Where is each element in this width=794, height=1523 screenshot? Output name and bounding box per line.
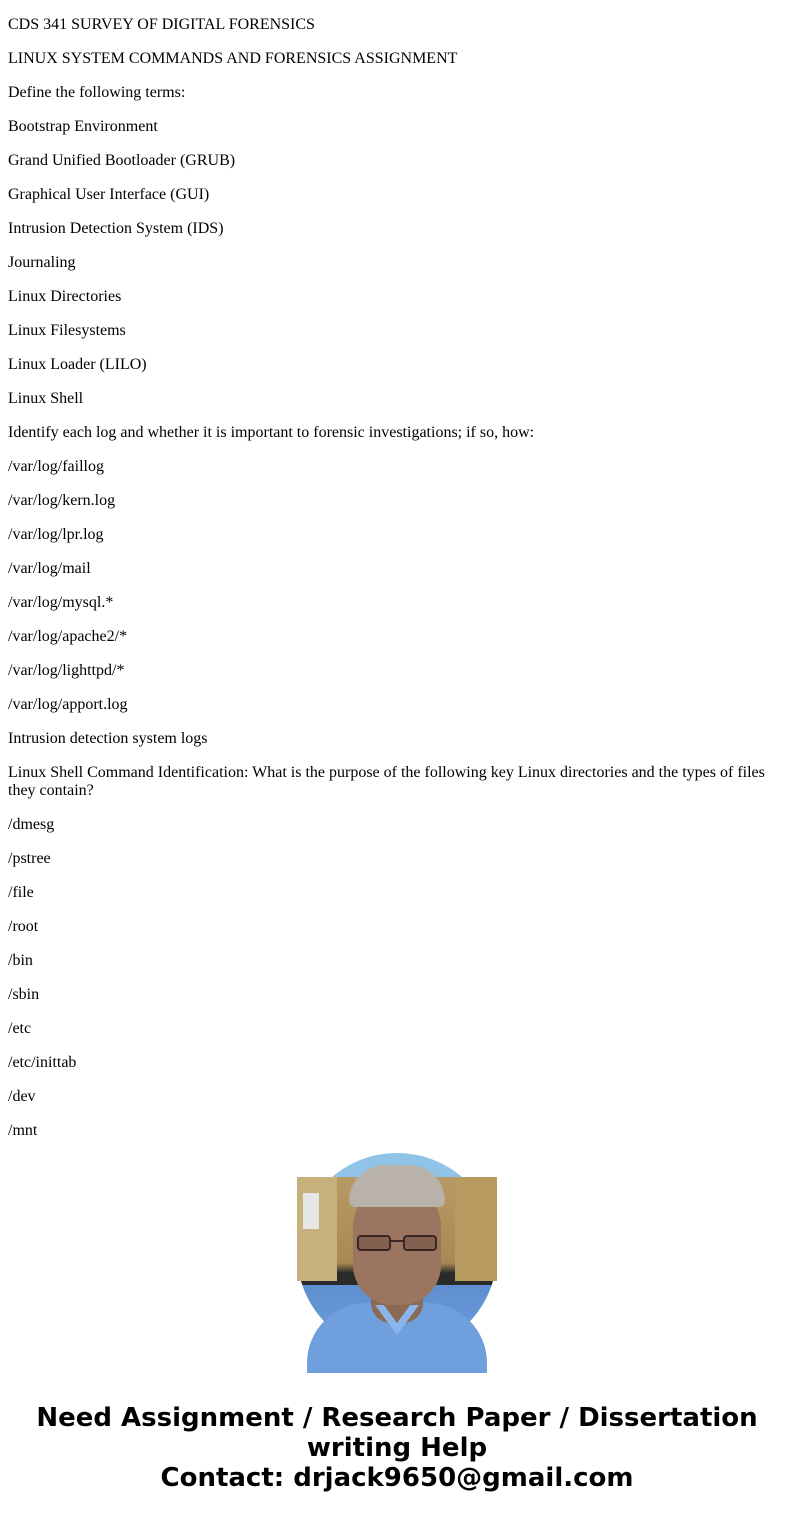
assignment-title: LINUX SYSTEM COMMANDS AND FORENSICS ASSIGNMENT bbox=[8, 50, 458, 67]
term-item: Intrusion Detection System (IDS) bbox=[8, 220, 224, 237]
avatar-hair bbox=[349, 1165, 445, 1207]
log-item: /var/log/lighttpd/* bbox=[8, 662, 125, 679]
directory-item: /file bbox=[8, 884, 34, 901]
term-item: Linux Shell bbox=[8, 390, 84, 407]
avatar-background-right bbox=[455, 1177, 497, 1281]
course-title: CDS 341 SURVEY OF DIGITAL FORENSICS bbox=[8, 16, 315, 33]
log-item: /var/log/apport.log bbox=[8, 696, 128, 713]
log-item: /var/log/apache2/* bbox=[8, 628, 128, 645]
directory-item: /root bbox=[8, 918, 39, 935]
term-item: Grand Unified Bootloader (GRUB) bbox=[8, 152, 236, 169]
directory-item: /etc/inittab bbox=[8, 1054, 77, 1071]
directory-item: /bin bbox=[8, 952, 33, 969]
section-heading-logs: Identify each log and whether it is important to forensic investigations; if so, how: bbox=[8, 424, 535, 441]
avatar-background-switch bbox=[303, 1193, 319, 1229]
promo-line-1: Need Assignment / Research Paper / Dissertation bbox=[36, 1403, 758, 1433]
term-item: Linux Loader (LILO) bbox=[8, 356, 147, 373]
promo-banner bbox=[0, 1403, 794, 1493]
log-item: Intrusion detection system logs bbox=[8, 730, 208, 747]
term-item: Linux Filesystems bbox=[8, 322, 126, 339]
log-item: /var/log/kern.log bbox=[8, 492, 116, 509]
promo-line-2: writing Help bbox=[306, 1433, 488, 1463]
promo-contact: Contact: drjack9650@gmail.com bbox=[160, 1463, 634, 1493]
avatar bbox=[297, 1153, 497, 1353]
log-item: /var/log/mail bbox=[8, 560, 91, 577]
directory-item: /pstree bbox=[8, 850, 51, 867]
term-item: Bootstrap Environment bbox=[8, 118, 158, 135]
document-body bbox=[8, 0, 786, 1139]
directory-item: /etc bbox=[8, 1020, 32, 1037]
section-heading-define-terms: Define the following terms: bbox=[8, 84, 186, 101]
directory-item: /mnt bbox=[8, 1122, 38, 1139]
log-item: /var/log/faillog bbox=[8, 458, 104, 475]
term-item: Journaling bbox=[8, 254, 76, 271]
log-item: /var/log/mysql.* bbox=[8, 594, 114, 611]
section-heading-directories: Linux Shell Command Identification: What is the purpose of the following key Linux directories and the types of files they contain? bbox=[8, 764, 765, 799]
directory-item: /sbin bbox=[8, 986, 40, 1003]
term-item: Graphical User Interface (GUI) bbox=[8, 186, 210, 203]
term-item: Linux Directories bbox=[8, 288, 122, 305]
log-item: /var/log/lpr.log bbox=[8, 526, 104, 543]
directory-item: /dmesg bbox=[8, 816, 55, 833]
directory-item: /dev bbox=[8, 1088, 36, 1105]
glasses-icon bbox=[355, 1235, 439, 1251]
